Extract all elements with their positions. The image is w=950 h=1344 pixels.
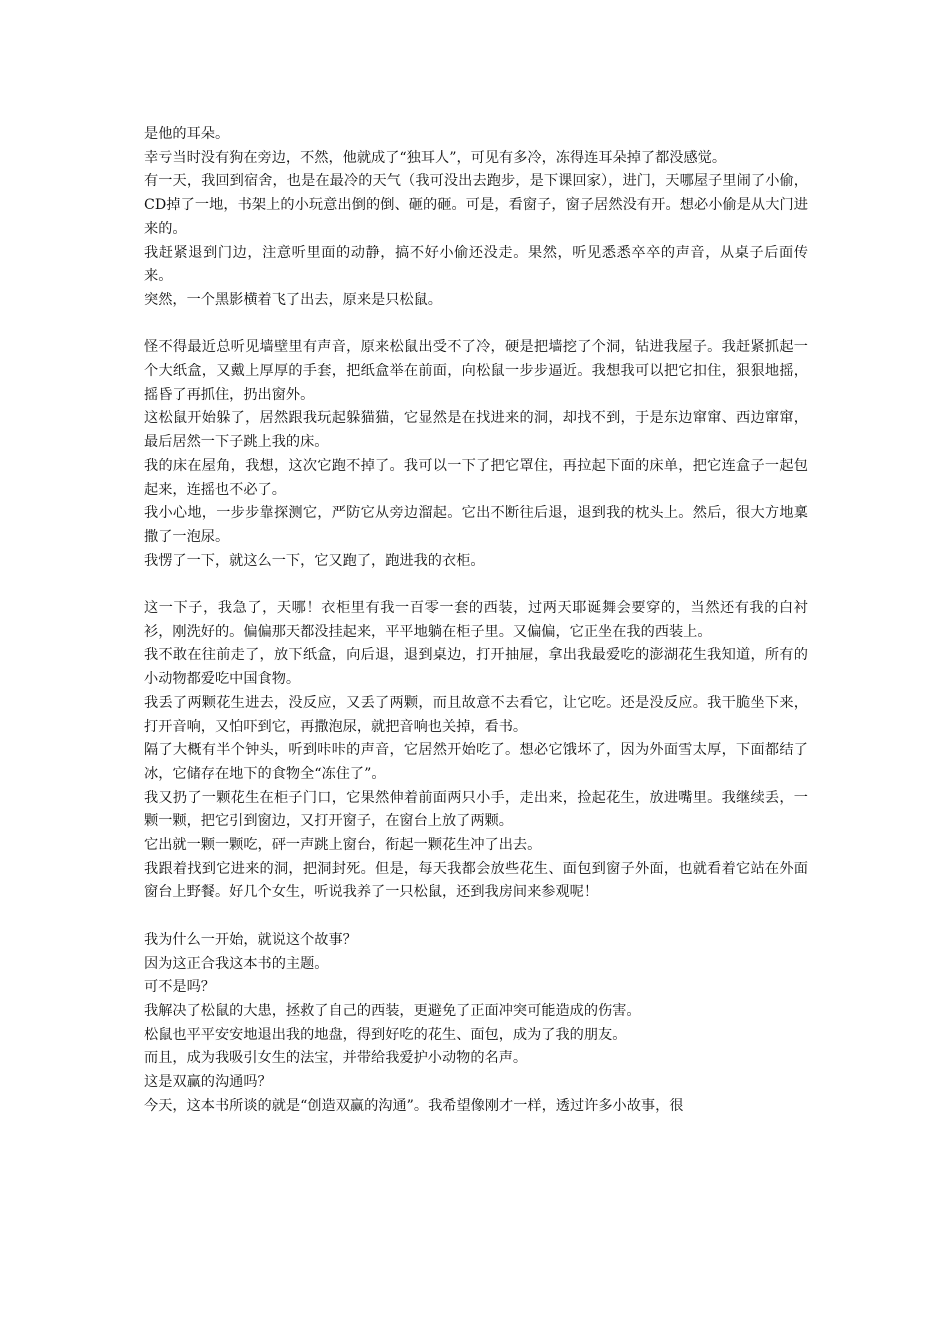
paragraph: 有一天，我回到宿舍，也是在最冷的天气（我可没出去跑步，是下课回家），进门，天哪屋子里闹了小偷，CD掉了一地，书架上的小玩意出倒的倒、砸的砸。可是，看窗子，窗子居然没有开。想必小偷是从大门进来的。 <box>144 173 808 237</box>
paragraph: 我不敢在往前走了，放下纸盒，向后退，退到桌边，打开抽屉，拿出我最爱吃的澎湖花生我知道，所有的小动物都爱吃中国食物。 <box>144 647 808 688</box>
paragraph: 我赶紧退到门边，注意听里面的动静，搞不好小偷还没走。果然，听见悉悉卒卒的声音，从桌子后面传来。 <box>144 244 808 285</box>
blank-line <box>144 313 808 337</box>
paragraph: 我小心地，一步步靠探测它，严防它从旁边溜起。它出不断往后退，退到我的枕头上。然后，很大方地稟撒了一泡尿。 <box>144 505 808 545</box>
paragraph: 我又扔了一颗花生在柜子门口，它果然伸着前面两只小手，走出来，捡起花生，放进嘴里。我继续丢，一颗一颗，把它引到窗边，又打开窗子，在窗台上放了两颗。 <box>144 789 808 830</box>
paragraph: 可不是吗？ <box>144 979 215 996</box>
paragraph: 这松鼠开始躲了，居然跟我玩起躲猫猫，它显然是在找进来的洞，却找不到，于是东边窜窜、西边窜窜，最后居然一下子跳上我的床。 <box>144 410 808 451</box>
paragraph: 幸亏当时没有狗在旁边，不然，他就成了“独耳人”，可见有多冷，冻得连耳朵掉了都没感觉。 <box>144 149 727 166</box>
paragraph: 我解决了松鼠的大患，拯救了自己的西装，更避免了正面冲突可能造成的伤害。 <box>144 1002 641 1019</box>
paragraph: 而且，成为我吸引女生的法宝，并带给我爱护小动物的名声。 <box>144 1050 528 1067</box>
paragraph: 我愣了一下，就这么一下，它又跑了，跑进我的衣柜。 <box>144 552 485 569</box>
paragraph: 我的床在屋角，我想，这次它跑不掉了。我可以一下了把它罩住，再拉起下面的床单，把它连盒子一起包起来，连摇也不必了。 <box>144 457 808 498</box>
blank-line <box>144 573 808 597</box>
paragraph: 突然，一个黑影横着飞了出去，原来是只松鼠。 <box>144 291 442 308</box>
paragraph: 我为什么一开始，就说这个故事？ <box>144 931 357 948</box>
paragraph: 隔了大概有半个钟头，听到咔咔的声音，它居然开始吃了。想必它饿坏了，因为外面雪太厚，下面都结了冰，它储存在地下的食物全“冻住了”。 <box>144 742 808 782</box>
paragraph: 今天，这本书所谈的就是“创造双赢的沟通”。我希望像刚才一样，透过许多小故事，很 <box>144 1097 684 1114</box>
paragraph: 我跟着找到它进来的洞，把洞封死。但是，每天我都会放些花生、面包到窗子外面，也就看着它站在外面窗台上野餐。好几个女生，听说我养了一只松鼠，还到我房间来参观呢！ <box>144 860 808 901</box>
paragraph: 我丢了两颗花生进去，没反应，又丢了两颗，而且故意不去看它，让它吃。还是没反应。我干脆坐下来，打开音响，又怕吓到它，再撒泡尿，就把音响也关掉，看书。 <box>144 694 808 735</box>
paragraph: 这是双赢的沟通吗？ <box>144 1074 272 1091</box>
paragraph: 松鼠也平平安安地退出我的地盘，得到好吃的花生、面包，成为了我的朋友。 <box>144 1026 627 1043</box>
blank-line <box>144 905 808 929</box>
paragraph: 因为这正合我这本书的主题。 <box>144 955 329 972</box>
paragraph: 它出就一颗一颗吃，砰一声跳上窗台，衔起一颗花生冲了出去。 <box>144 837 542 854</box>
paragraph: 这一下子，我急了，天哪！衣柜里有我一百零一套的西装，过两天耶诞舞会要穿的，当然还有我的白衬衫，刚洗好的。偏偏那天都没挂起来，平平地躺在柜子里。又偏偏，它正坐在我的西装上。 <box>144 600 808 640</box>
paragraph: 是他的耳朵。 <box>144 126 230 142</box>
paragraph: 怪不得最近总听见墙壁里有声音，原来松鼠出受不了冷，硬是把墙挖了个洞，钻进我屋子。我赶紧抓起一个大纸盒，又戴上厚厚的手套，把纸盒举在前面，向松鼠一步步逼近。我想我可以把它扣住，狠狠地摇，摇昏了再抓住，扔出窗外。 <box>144 339 808 403</box>
document-page <box>144 123 808 1118</box>
